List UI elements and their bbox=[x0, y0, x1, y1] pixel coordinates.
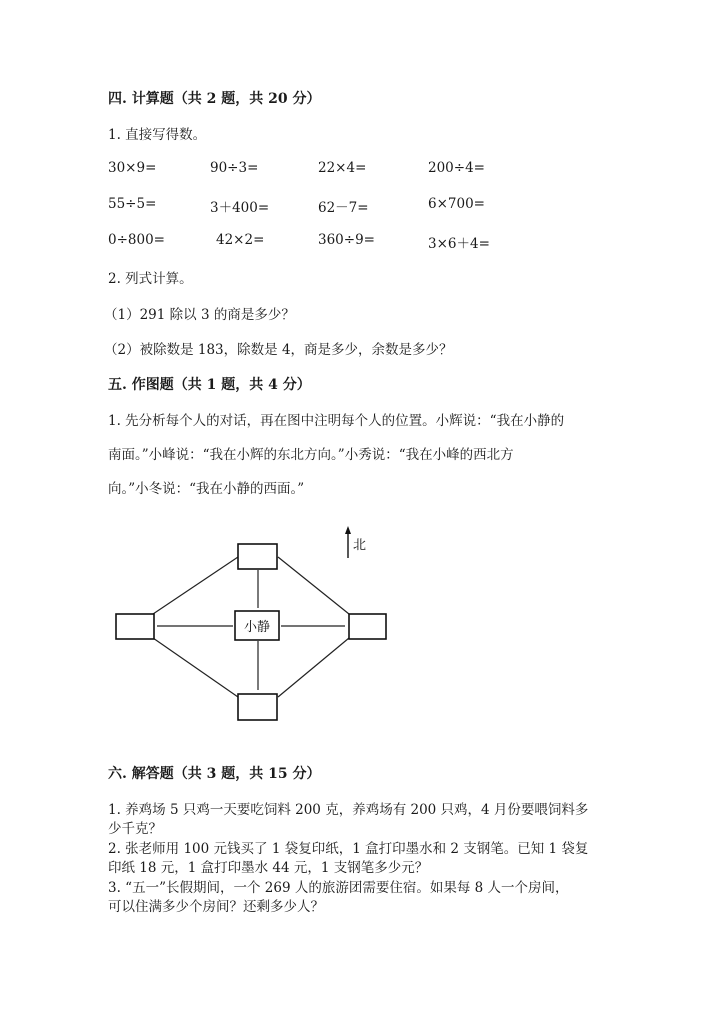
calc-item: 55÷5= bbox=[108, 196, 157, 212]
drawing-question-line-3: 向。”小冬说：“我在小静的西面。” bbox=[108, 481, 305, 497]
south-box bbox=[238, 694, 277, 720]
section-5-title: 五. 作图题（共 1 题，共 4 分） bbox=[108, 377, 311, 393]
calc-item: 200÷4= bbox=[428, 160, 485, 176]
question-1-label: 1. 直接写得数。 bbox=[108, 127, 207, 143]
east-box bbox=[349, 614, 386, 639]
word-problem-line: 3. “五一”长假期间，一个 269 人的旅游团需要住宿。如果每 8 人一个房间， bbox=[108, 880, 569, 896]
word-problem-line: 1. 养鸡场 5 只鸡一天要吃饲料 200 克，养鸡场有 200 只鸡，4 月份要喂饲料多 bbox=[108, 802, 589, 818]
calc-item: 42×2= bbox=[216, 232, 265, 248]
north-box bbox=[238, 544, 277, 569]
word-problem-line: 印纸 18 元，1 盒打印墨水 44 元，1 支钢笔多少元？ bbox=[108, 860, 429, 876]
diagram-edge-sw bbox=[153, 638, 238, 697]
calc-item: 30×9= bbox=[108, 160, 157, 176]
section-6-title: 六. 解答题（共 3 题，共 15 分） bbox=[108, 766, 321, 782]
diagram-edge-ne bbox=[278, 557, 349, 614]
calc-item: 360÷9= bbox=[318, 232, 375, 248]
question-2-label: 2. 列式计算。 bbox=[108, 271, 193, 287]
calc-item: 0÷800= bbox=[108, 232, 165, 248]
calc-item: 3＋400= bbox=[210, 200, 270, 216]
north-label: 北 bbox=[353, 538, 367, 553]
word-problem-line: 2. 张老师用 100 元钱买了 1 袋复印纸，1 盒打印墨水和 2 支钢笔。已知 1 袋复 bbox=[108, 841, 589, 857]
calc-item: 6×700= bbox=[428, 196, 485, 212]
diagram-edge-se bbox=[278, 638, 349, 697]
calc-item: 22×4= bbox=[318, 160, 367, 176]
calc-item: 3×6＋4= bbox=[428, 236, 490, 252]
calc-item: 90÷3= bbox=[210, 160, 259, 176]
drawing-question-line-2: 南面。”小峰说：“我在小辉的东北方向。”小秀说：“我在小峰的西北方 bbox=[108, 447, 514, 463]
drawing-question-line-1: 1. 先分析每个人的对话，再在图中注明每个人的位置。小辉说：“我在小静的 bbox=[108, 413, 565, 429]
section-4-title: 四. 计算题（共 2 题，共 20 分） bbox=[108, 91, 321, 107]
west-box bbox=[116, 614, 154, 639]
question-2-item-2: （2）被除数是 183，除数是 4，商是多少，余数是多少？ bbox=[104, 342, 453, 358]
north-arrow-icon bbox=[345, 526, 351, 534]
diagram-edge-nw bbox=[153, 557, 238, 614]
word-problem-line: 可以住满多少个房间？还剩多少人？ bbox=[108, 899, 324, 915]
question-2-item-1: （1）291 除以 3 的商是多少？ bbox=[104, 307, 295, 323]
word-problem-line: 少千克？ bbox=[108, 821, 162, 837]
calc-item: 62－7= bbox=[318, 200, 369, 216]
center-label: 小静 bbox=[243, 620, 271, 635]
position-diagram bbox=[100, 520, 400, 730]
